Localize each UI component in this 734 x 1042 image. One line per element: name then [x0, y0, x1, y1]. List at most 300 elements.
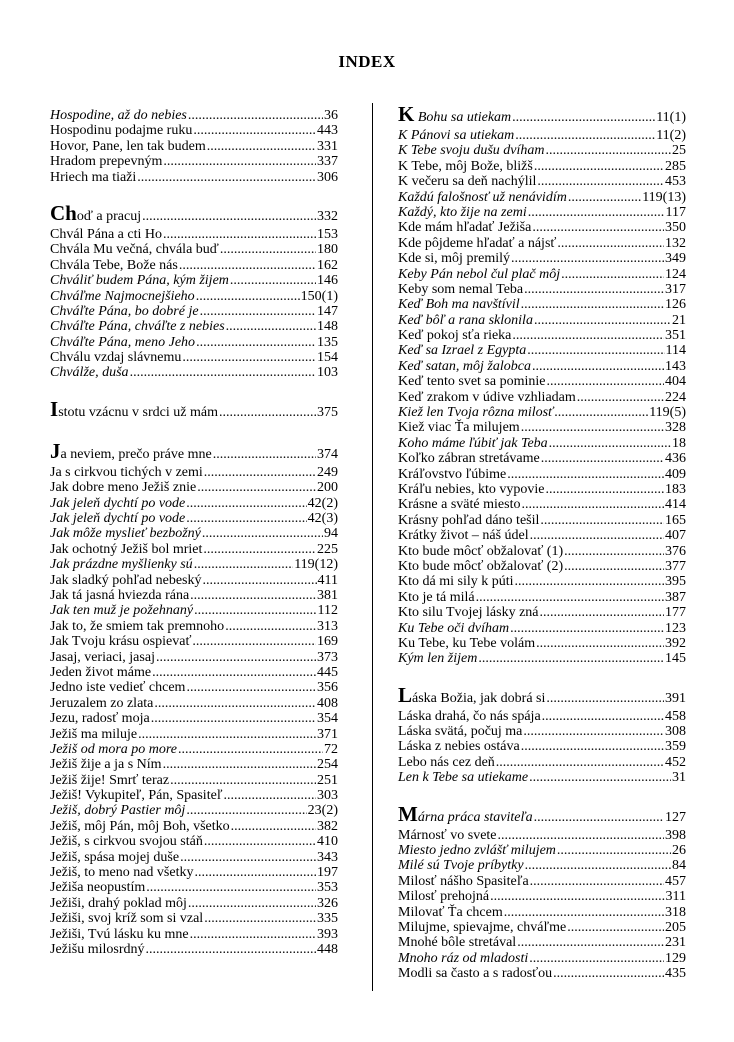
index-entry — [50, 711, 338, 726]
dot-leader — [530, 874, 664, 889]
entry-title-text: Ježiši, drahý poklad môj — [50, 895, 187, 911]
entry-title — [398, 328, 511, 343]
entry-number: 356 — [317, 680, 338, 696]
entry-title-text: Jak dobre meno Ježiš znie — [50, 480, 197, 496]
entry-title — [50, 170, 136, 185]
dot-leader — [527, 343, 664, 358]
index-section — [50, 200, 338, 381]
entry-title-text: Bohu sa utiekam — [414, 110, 512, 125]
entry-title-text: Láska z nebies ostáva — [398, 739, 520, 755]
index-entry — [398, 102, 686, 128]
dot-leader — [224, 788, 317, 803]
entry-title-text: Kto bude môcť obžalovať (2) — [398, 558, 564, 574]
entry-number: 148 — [317, 319, 338, 335]
entry-title — [50, 123, 192, 138]
index-entry — [50, 665, 338, 680]
index-entry — [50, 911, 338, 926]
index-entry — [50, 634, 338, 649]
entry-title-text: Ježiš, dobrý Pastier môj — [50, 803, 186, 819]
entry-number: 180 — [317, 242, 338, 258]
entry-title — [50, 680, 185, 695]
section-initial: Ch — [50, 200, 77, 225]
entry-title-text: Ja s cirkvou tichých v zemi — [50, 464, 203, 480]
index-entry — [398, 220, 686, 235]
entry-number: 177 — [665, 605, 686, 621]
index-entry — [398, 251, 686, 266]
entry-title — [398, 143, 544, 158]
index-entry — [50, 619, 338, 634]
index-entry — [50, 542, 338, 557]
dot-leader — [568, 190, 641, 205]
entry-number: 119(5) — [649, 405, 686, 421]
index-entry — [398, 843, 686, 858]
index-column-left — [50, 108, 338, 957]
entry-title — [50, 350, 181, 365]
dot-leader — [182, 350, 316, 365]
index-entry — [50, 123, 338, 138]
entry-title-text: Jak Tvoju krásu ospievať — [50, 634, 192, 650]
dot-leader — [557, 843, 671, 858]
entry-number: 94 — [324, 526, 338, 542]
dot-leader — [478, 651, 664, 666]
entry-title — [50, 242, 219, 257]
index-entry — [50, 365, 338, 380]
entry-title — [398, 420, 520, 435]
entry-number: 381 — [317, 587, 338, 603]
dot-leader — [554, 405, 648, 420]
index-entry — [398, 143, 686, 158]
dot-leader — [512, 108, 655, 128]
index-entry — [50, 139, 338, 154]
entry-title-text: Kto bude môcť obžalovať (1) — [398, 543, 564, 559]
entry-title-text: Ježiši, Tvú lásku ku mne — [50, 926, 189, 942]
entry-title-text: Ježiš ma miluje — [50, 726, 138, 742]
dot-leader — [193, 123, 316, 138]
entry-number: 112 — [317, 603, 338, 619]
entry-number: 147 — [317, 303, 338, 319]
index-entry — [398, 451, 686, 466]
index-section — [398, 102, 686, 667]
entry-title-text: K Tebe svoju dušu dvíham — [398, 143, 545, 159]
entry-title — [398, 770, 528, 785]
entry-number: 249 — [317, 464, 338, 480]
entry-title-text: Každú falošnosť už nenávidím — [398, 189, 567, 205]
entry-title — [398, 159, 533, 174]
dot-leader — [524, 282, 664, 297]
entry-number: 335 — [317, 911, 338, 927]
dot-leader — [549, 436, 671, 451]
entry-number: 306 — [317, 169, 338, 185]
dot-leader — [490, 889, 664, 904]
index-entry — [398, 282, 686, 297]
entry-number: 11(1) — [656, 110, 686, 125]
index-entry — [50, 227, 338, 242]
entry-number: 103 — [317, 365, 338, 381]
entry-title-text: Keď satan, môj žalobca — [398, 358, 531, 374]
index-entry — [398, 390, 686, 405]
index-entry — [50, 154, 338, 169]
dot-leader — [510, 621, 664, 636]
entry-title-text: Ježišu milosrdný — [50, 941, 145, 957]
index-section — [398, 801, 686, 982]
entry-title-text: Jasaj, veriaci, jasaj — [50, 649, 155, 665]
index-entry — [50, 696, 338, 711]
entry-number: 395 — [665, 574, 686, 590]
entry-number: 351 — [665, 328, 686, 344]
index-entry — [398, 359, 686, 374]
entry-title-text: oď a pracuj — [76, 208, 142, 224]
index-entry — [398, 770, 686, 785]
entry-title — [398, 251, 510, 266]
entry-title-text: Chvála Mu večná, chvála buď — [50, 242, 219, 258]
entry-title-text: Ježiš! Vykupiteľ, Pán, Spasiteľ — [50, 788, 223, 804]
entry-number: 25 — [672, 143, 686, 159]
entry-title — [50, 588, 189, 603]
entry-title — [398, 843, 556, 858]
index-entry — [398, 343, 686, 358]
entry-title-text: Ježiš, to meno nad všetky — [50, 865, 194, 881]
index-entry — [398, 528, 686, 543]
entry-title-text: Ježiš, môj Pán, môj Boh, všetko — [50, 818, 230, 834]
index-entry — [398, 621, 686, 636]
entry-title — [398, 801, 533, 828]
entry-title-text: Kde mám hľadať Ježiša — [398, 220, 532, 236]
entry-number: 26 — [672, 843, 686, 859]
index-entry — [50, 289, 338, 304]
index-entry — [398, 682, 686, 709]
entry-title — [50, 727, 137, 742]
entry-number: 408 — [317, 695, 338, 711]
entry-number: 374 — [317, 446, 338, 462]
entry-title — [50, 573, 202, 588]
dot-leader — [231, 819, 316, 834]
index-entry — [398, 920, 686, 935]
section-initial: I — [50, 396, 59, 421]
entry-number: 453 — [665, 174, 686, 190]
entry-number: 407 — [665, 528, 686, 544]
index-entry — [398, 497, 686, 512]
dot-leader — [230, 273, 316, 288]
dot-leader — [188, 896, 316, 911]
entry-title-text: Chváľte Pána, bo dobré je — [50, 303, 199, 319]
index-entry — [398, 739, 686, 754]
entry-title — [50, 650, 155, 665]
entry-title — [398, 190, 567, 205]
entry-number: 350 — [665, 220, 686, 236]
entry-number: 410 — [317, 834, 338, 850]
entry-number: 143 — [665, 358, 686, 374]
index-entry — [50, 557, 338, 572]
entry-title-text: Márnosť vo svete — [398, 827, 497, 843]
entry-number: 436 — [665, 451, 686, 467]
entry-number: 457 — [665, 873, 686, 889]
entry-number: 18 — [672, 435, 686, 451]
entry-title — [50, 742, 177, 757]
entry-title-text: Kráľu nebies, kto vypovie — [398, 481, 545, 497]
entry-number: 452 — [665, 754, 686, 770]
entry-title — [398, 590, 475, 605]
entry-number: 448 — [317, 941, 338, 957]
entry-title-text: Jak sladký pohľad nebeský — [50, 572, 202, 588]
entry-number: 84 — [672, 858, 686, 874]
entry-title-text: Chvál Pána a cti Ho — [50, 226, 162, 242]
entry-title — [398, 905, 503, 920]
entry-title — [50, 942, 145, 957]
entry-number: 132 — [665, 235, 686, 251]
entry-number: 398 — [665, 827, 686, 843]
dot-leader — [163, 227, 316, 242]
index-section — [50, 108, 338, 185]
entry-title-text: Len k Tebe sa utiekame — [398, 770, 529, 786]
entry-title-text: Chválu vzdaj slávnemu — [50, 350, 182, 366]
entry-title — [398, 174, 536, 189]
entry-title-text: Hospodine, až do nebies — [50, 108, 187, 123]
index-entry — [398, 482, 686, 497]
index-entry — [398, 935, 686, 950]
index-entry — [50, 438, 338, 465]
entry-title — [398, 297, 520, 312]
dot-leader — [138, 727, 316, 742]
entry-title — [398, 436, 548, 451]
entry-number: 127 — [665, 809, 686, 825]
entry-number: 353 — [317, 880, 338, 896]
entry-title — [398, 935, 516, 950]
dot-leader — [192, 634, 316, 649]
dot-leader — [521, 420, 664, 435]
entry-title — [398, 482, 544, 497]
entry-title — [50, 154, 162, 169]
entry-title — [50, 896, 187, 911]
index-entry — [50, 496, 338, 511]
entry-title — [50, 496, 185, 511]
dot-leader — [561, 267, 664, 282]
index-entry — [398, 905, 686, 920]
entry-title-text: Jak jeleň dychtí po vode — [50, 495, 186, 511]
entry-number: 114 — [665, 343, 686, 359]
entry-title-text: Krátky život – náš údel — [398, 528, 529, 544]
dot-leader — [537, 174, 664, 189]
entry-number: 387 — [665, 589, 686, 605]
entry-title-text: Jak ochotný Ježiš bol mriet — [50, 541, 203, 557]
index-entry — [398, 651, 686, 666]
dot-leader — [186, 511, 306, 526]
entry-number: 308 — [665, 724, 686, 740]
entry-title — [398, 497, 520, 512]
dot-leader — [197, 480, 316, 495]
dot-leader — [541, 451, 664, 466]
dot-leader — [151, 711, 316, 726]
dot-leader — [163, 154, 316, 169]
entry-title-text: Kiež viac Ťa milujem — [398, 420, 520, 436]
entry-title — [50, 319, 225, 334]
entry-title-text: Kto dá mi sily k púti — [398, 574, 514, 590]
dot-leader — [515, 574, 665, 589]
entry-title — [398, 128, 514, 143]
entry-number: 200 — [317, 480, 338, 496]
index-entry — [50, 880, 338, 895]
index-entry — [398, 420, 686, 435]
index-entry — [398, 436, 686, 451]
index-entry — [398, 590, 686, 605]
dot-leader — [142, 207, 316, 227]
dot-leader — [219, 403, 316, 423]
entry-title-text: Milé sú Tvoje príbytky — [398, 858, 524, 874]
dot-leader — [207, 139, 316, 154]
entry-title-text: Milovať Ťa chcem — [398, 904, 503, 920]
entry-number: 373 — [317, 649, 338, 665]
dot-leader — [204, 911, 316, 926]
entry-title — [50, 711, 150, 726]
entry-title — [50, 557, 193, 572]
entry-title — [398, 889, 489, 904]
entry-title — [50, 634, 191, 649]
entry-title — [398, 451, 540, 466]
index-entry — [398, 709, 686, 724]
dot-leader — [529, 770, 671, 785]
entry-title — [398, 359, 531, 374]
dot-leader — [521, 497, 664, 512]
dot-leader — [540, 605, 665, 620]
entry-title-text: Jedno iste vedieť chcem — [50, 680, 186, 696]
entry-title — [50, 665, 151, 680]
entry-title — [398, 390, 576, 405]
entry-title — [50, 465, 203, 480]
entry-title — [50, 200, 142, 227]
entry-title-text: Koho máme ľúbiť jak Teba — [398, 435, 548, 451]
index-entry — [50, 896, 338, 911]
entry-number: 197 — [317, 865, 338, 881]
entry-title — [398, 513, 539, 528]
index-entry — [50, 108, 338, 123]
entry-number: 332 — [317, 208, 338, 224]
entry-title — [398, 205, 527, 220]
entry-title — [50, 480, 196, 495]
entry-title — [50, 819, 230, 834]
entry-number: 409 — [665, 466, 686, 482]
dot-leader — [204, 834, 316, 849]
dot-leader — [170, 773, 316, 788]
index-entry — [50, 803, 338, 818]
entry-title-text: Kto silu Tvojej lásky zná — [398, 605, 539, 621]
entry-number: 328 — [665, 420, 686, 436]
entry-number: 337 — [317, 154, 338, 170]
index-entry — [50, 942, 338, 957]
entry-title — [398, 858, 524, 873]
index-entry — [398, 636, 686, 651]
entry-number: 123 — [665, 620, 686, 636]
index-entry — [398, 236, 686, 251]
dot-leader — [525, 858, 671, 873]
section-initial: L — [398, 682, 413, 707]
entry-title-text: Krásne a sväté miesto — [398, 497, 521, 513]
index-entry — [398, 205, 686, 220]
dot-leader — [186, 803, 306, 818]
dot-leader — [507, 467, 664, 482]
dot-leader — [186, 680, 316, 695]
dot-leader — [521, 297, 664, 312]
dot-leader — [202, 526, 323, 541]
entry-title-text: Kiež len Tvoja rôzna milosť — [398, 405, 554, 421]
entry-title-text: Každý, kto žije na zemi — [398, 204, 527, 220]
entry-title-text: Keď pokoj sťa rieka — [398, 328, 512, 344]
index-entry — [50, 650, 338, 665]
entry-title-text: Láska drahá, čo nás spája — [398, 708, 541, 724]
entry-title — [50, 696, 153, 711]
entry-title-text: Chváľte Pána, chváľte z nebies — [50, 319, 225, 335]
entry-number: 42(3) — [307, 511, 338, 527]
entry-number: 343 — [317, 849, 338, 865]
entry-number: 135 — [317, 334, 338, 350]
entry-number: 117 — [665, 204, 686, 220]
index-entry — [50, 603, 338, 618]
index-entry — [50, 788, 338, 803]
index-entry — [398, 513, 686, 528]
entry-number: 445 — [317, 664, 338, 680]
entry-title — [50, 619, 224, 634]
entry-title — [50, 396, 218, 423]
dot-leader — [178, 742, 323, 757]
dot-leader — [532, 359, 664, 374]
entry-title-text: Jak to, že smiem tak premnoho — [50, 618, 225, 634]
dot-leader — [530, 528, 664, 543]
index-entry — [398, 328, 686, 343]
entry-title — [398, 755, 495, 770]
dot-leader — [529, 951, 664, 966]
entry-title — [50, 139, 206, 154]
index-entry — [398, 605, 686, 620]
entry-title-text: Kto je tá milá — [398, 589, 475, 605]
entry-number: 411 — [317, 572, 338, 588]
entry-title — [398, 636, 535, 651]
entry-title — [398, 282, 523, 297]
dot-leader — [540, 513, 664, 528]
entry-title — [50, 227, 162, 242]
entry-number: 326 — [317, 895, 338, 911]
index-entry — [398, 828, 686, 843]
entry-number: 313 — [317, 618, 338, 634]
entry-title-text: Keď sa Izrael z Egypta — [398, 343, 527, 359]
index-column-right — [398, 102, 686, 982]
dot-leader — [534, 313, 671, 328]
index-entry — [398, 544, 686, 559]
entry-title-text: Láska svätá, počuj ma — [398, 724, 523, 740]
dot-leader — [190, 588, 316, 603]
entry-number: 404 — [665, 374, 686, 390]
index-entry — [50, 319, 338, 334]
entry-number: 443 — [317, 123, 338, 139]
entry-title-text: Ježiš, spása mojej duše — [50, 849, 180, 865]
entry-number: 231 — [665, 935, 686, 951]
index-entry — [398, 858, 686, 873]
entry-title-text: Keby som nemal Teba — [398, 281, 524, 297]
entry-number: 205 — [665, 919, 686, 935]
entry-title — [398, 574, 514, 589]
dot-leader — [564, 544, 664, 559]
entry-number: 303 — [317, 788, 338, 804]
entry-number: 311 — [665, 889, 686, 905]
entry-title-text: Keď Boh ma navštívil — [398, 297, 520, 313]
entry-number: 119(12) — [294, 557, 338, 573]
entry-title-text: Chvála Tebe, Bože nás — [50, 257, 178, 273]
dot-leader — [567, 920, 664, 935]
dot-leader — [542, 709, 664, 724]
entry-title-text: Milosť nášho Spasiteľa — [398, 873, 529, 889]
entry-title-text: Lebo nás cez deň — [398, 754, 495, 770]
dot-leader — [534, 808, 664, 828]
section-initial: M — [398, 801, 418, 826]
entry-number: 153 — [317, 226, 338, 242]
dot-leader — [188, 108, 323, 123]
